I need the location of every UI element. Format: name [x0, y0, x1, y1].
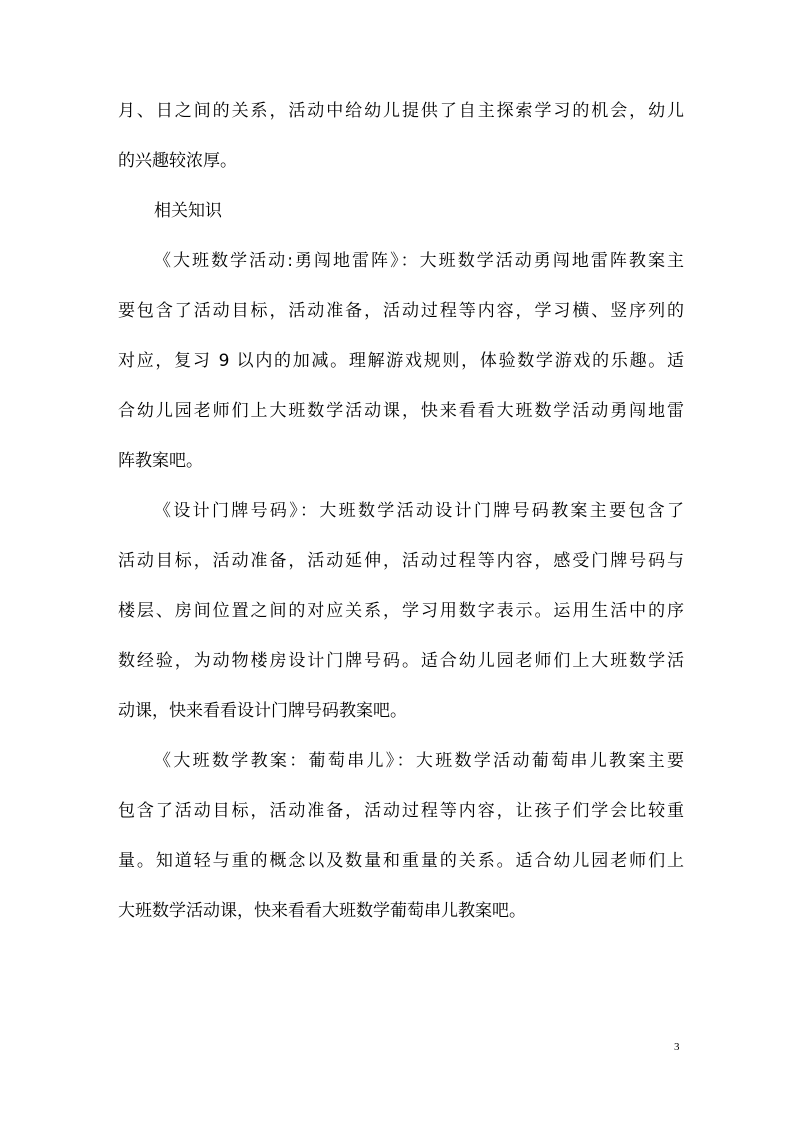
text-line: 活动目标，活动准备，活动延伸，活动过程等内容，感受门牌号码与	[118, 551, 684, 571]
text-line: 阵教案吧。	[118, 451, 203, 471]
text-line: 楼层、房间位置之间的对应关系，学习用数字表示。运用生活中的序	[118, 601, 684, 621]
document-body	[118, 86, 684, 936]
page-number: 3	[674, 1041, 680, 1053]
section-heading: 相关知识	[154, 201, 222, 221]
text-line: 月、日之间的关系，活动中给幼儿提供了自主探索学习的机会，幼儿	[118, 101, 684, 121]
text-line: 包含了活动目标，活动准备，活动过程等内容，让孩子们学会比较重	[118, 801, 684, 821]
text-line: 合幼儿园老师们上大班数学活动课，快来看看大班数学活动勇闯地雷	[118, 401, 684, 421]
text-line: 《大班数学教案：葡萄串儿》：大班数学活动葡萄串儿教案主要	[154, 751, 684, 771]
text-line: 《大班数学活动:勇闯地雷阵》：大班数学活动勇闯地雷阵教案主	[154, 251, 684, 271]
text-line: 动课，快来看看设计门牌号码教案吧。	[118, 701, 407, 721]
text-line: 数经验，为动物楼房设计门牌号码。适合幼儿园老师们上大班数学活	[118, 651, 684, 671]
text-line: 要包含了活动目标，活动准备，活动过程等内容，学习横、竖序列的	[118, 301, 684, 321]
text-line: 对应，复习 9 以内的加减。理解游戏规则，体验数学游戏的乐趣。适	[118, 351, 684, 371]
text-line: 《设计门牌号码》：大班数学活动设计门牌号码教案主要包含了	[154, 501, 684, 521]
text-line: 的兴趣较浓厚。	[118, 151, 237, 171]
text-line: 大班数学活动课，快来看看大班数学葡萄串儿教案吧。	[118, 901, 526, 921]
text-line: 量。知道轻与重的概念以及数量和重量的关系。适合幼儿园老师们上	[118, 851, 684, 871]
